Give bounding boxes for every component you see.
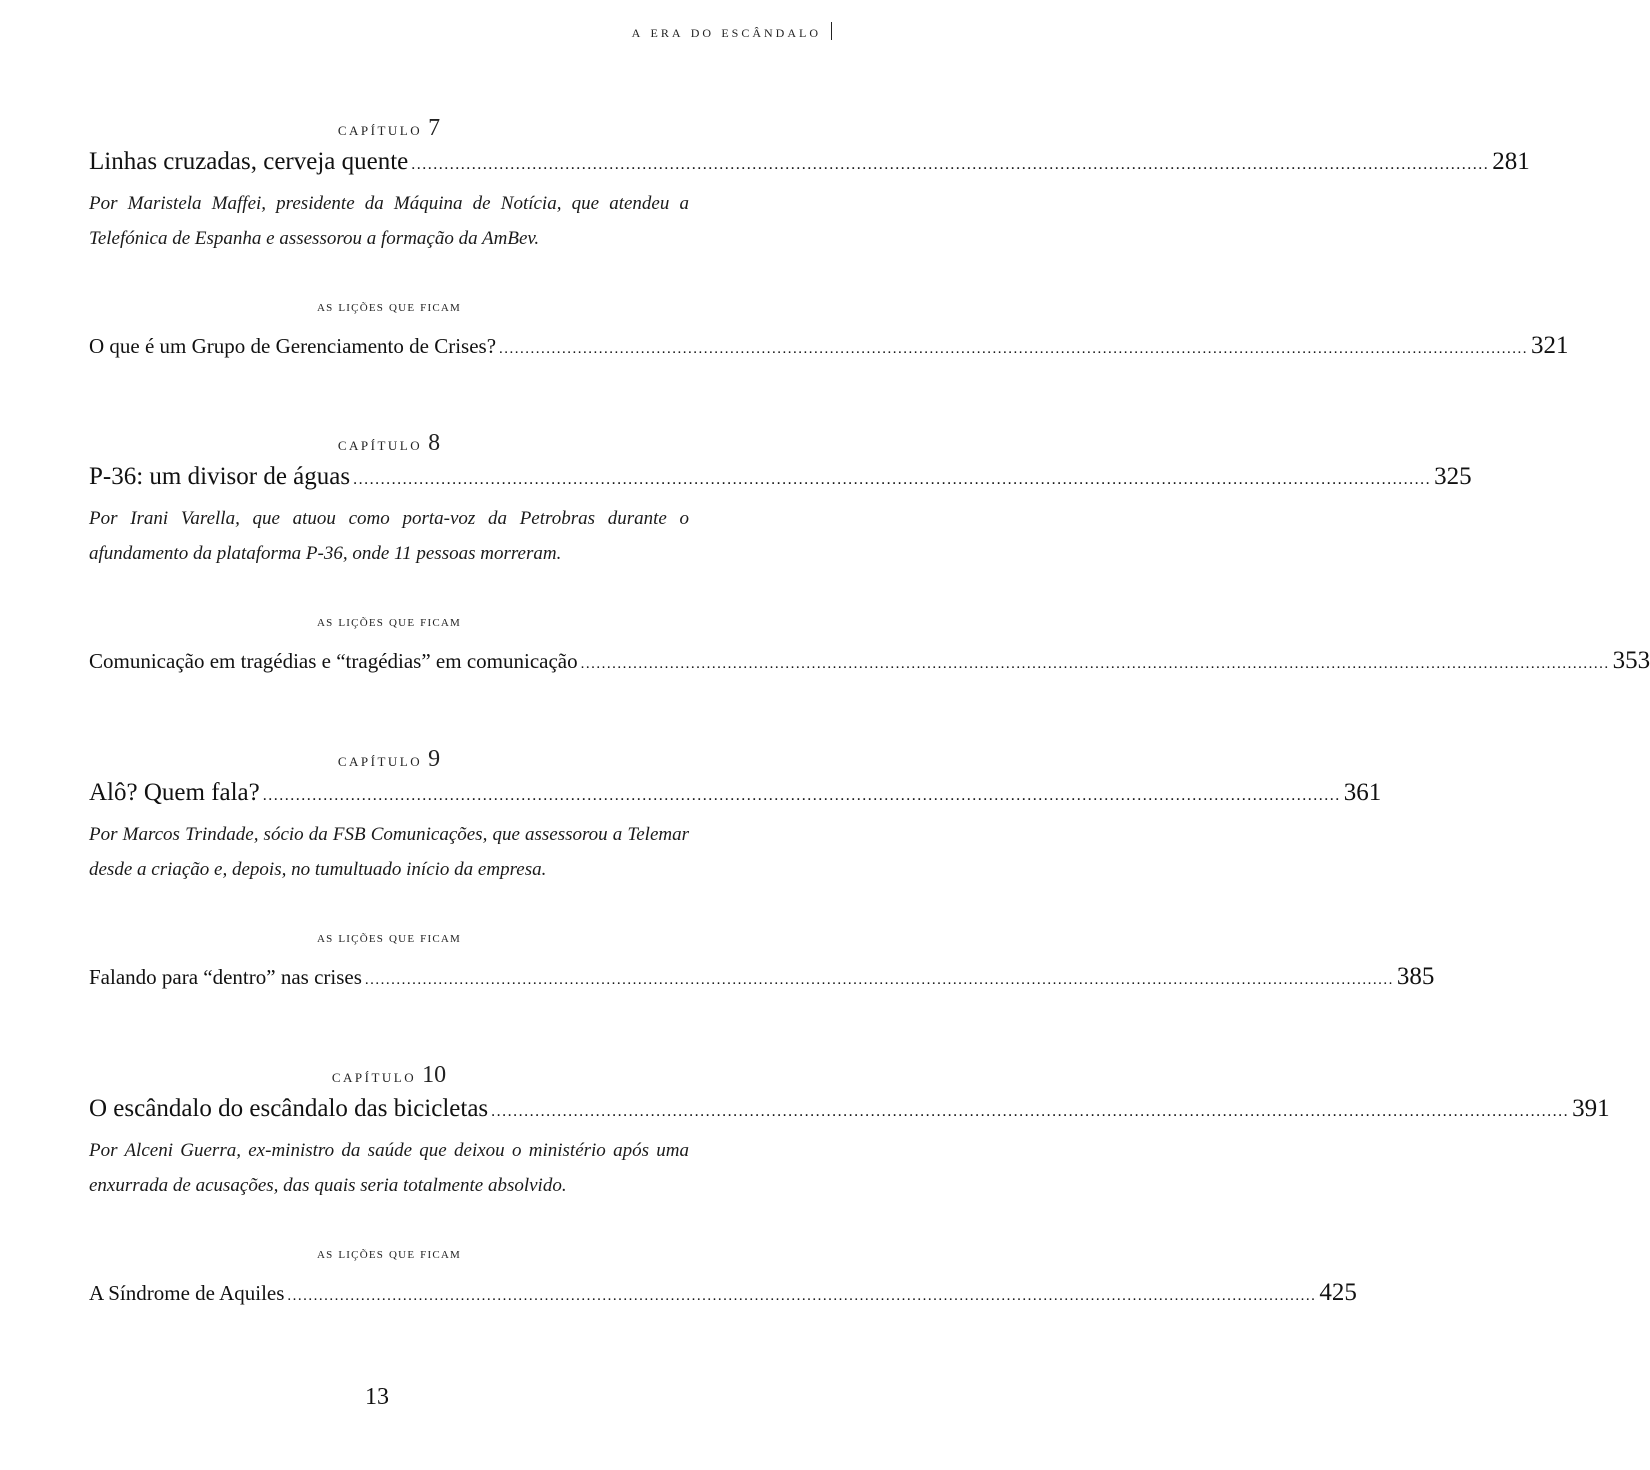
chapter-number: 8 — [428, 430, 441, 456]
chapter-title: Linhas cruzadas, cerveja quente — [89, 148, 409, 175]
chapter-label-text: capítulo — [337, 119, 423, 139]
lesson-title: O que é um Grupo de Gerenciamento de Crises? — [89, 334, 497, 358]
lesson-page: 353 — [1612, 647, 1650, 674]
chapter-9-entry — [89, 742, 1435, 997]
lessons-label: as lições que ficam — [316, 614, 462, 630]
chapter-title: O escândalo do escândalo das bicicletas — [89, 1095, 489, 1122]
chapter-label-text: capítulo — [331, 1066, 417, 1086]
header-divider — [831, 22, 832, 40]
chapter-description: Por Alceni Guerra, ex-ministro da saúde que deixou o ministério após uma enxurrada de acusações, das quais seria totalmente absolvido. — [89, 1140, 689, 1196]
chapter-label-text: capítulo — [337, 750, 423, 770]
chapter-number: 9 — [428, 746, 441, 772]
running-header — [632, 22, 832, 42]
leader-dots: .................................................................................................................................................................................................... — [262, 787, 1341, 804]
toc-entry-chapter-7[interactable] — [89, 145, 1530, 182]
chapter-7-entry — [89, 111, 1569, 366]
chapter-number: 7 — [428, 115, 441, 141]
running-title: a era do escândalo — [631, 22, 821, 41]
chapter-page: 361 — [1343, 779, 1382, 806]
chapter-page: 281 — [1492, 148, 1530, 175]
page-number: 13 — [365, 1384, 389, 1410]
chapter-page: 325 — [1434, 463, 1472, 490]
lesson-page: 425 — [1319, 1279, 1357, 1306]
toc-entry-lesson-9[interactable] — [89, 960, 1435, 997]
toc-entry-chapter-8[interactable] — [89, 460, 1472, 497]
chapter-title: P-36: um divisor de águas — [89, 463, 351, 490]
lessons-label: as lições que ficam — [316, 299, 462, 315]
chapter-8-entry — [89, 426, 1650, 681]
chapter-title: Alô? Quem fala? — [89, 779, 260, 806]
toc-entry-chapter-9[interactable] — [89, 776, 1382, 813]
chapter-label — [89, 1058, 689, 1092]
chapter-number: 10 — [422, 1062, 447, 1088]
leader-dots: .................................................................................................................................................................................................... — [353, 471, 1432, 488]
lesson-page: 385 — [1396, 963, 1435, 990]
leader-dots: .................................................................................................................................................................................................... — [499, 341, 1529, 357]
lessons-label: as lições que ficam — [316, 1246, 462, 1262]
chapter-label — [89, 111, 689, 145]
leader-dots: .................................................................................................................................................................................................... — [364, 972, 1394, 988]
chapter-description: Por Maristela Maffei, presidente da Máquina de Notícia, que atendeu a Telefónica de Espanha e assessorou a formação da AmBev. — [89, 193, 689, 249]
chapter-page: 391 — [1572, 1095, 1610, 1122]
lessons-label: as lições que ficam — [316, 930, 462, 946]
lesson-title: A Síndrome de Aquiles — [89, 1281, 285, 1305]
chapter-10-entry — [89, 1058, 1610, 1313]
lesson-page: 321 — [1531, 332, 1569, 359]
chapter-label — [89, 742, 689, 776]
toc-entry-chapter-10[interactable] — [89, 1092, 1610, 1129]
lesson-title: Comunicação em tragédias e “tragédias” em comunicação — [89, 649, 578, 673]
chapter-description: Por Irani Varella, que atuou como porta-voz da Petrobras durante o afundamento da plataforma P-36, onde 11 pessoas morreram. — [89, 508, 689, 564]
toc-entry-lesson-8[interactable] — [89, 644, 1650, 681]
leader-dots: .................................................................................................................................................................................................... — [287, 1288, 1317, 1304]
leader-dots: .................................................................................................................................................................................................... — [491, 1103, 1570, 1120]
chapter-label — [89, 426, 689, 460]
chapter-label-text: capítulo — [337, 434, 423, 454]
leader-dots: .................................................................................................................................................................................................... — [580, 656, 1610, 672]
toc-entry-lesson-10[interactable] — [89, 1276, 1357, 1313]
leader-dots: .................................................................................................................................................................................................... — [411, 156, 1490, 173]
toc-entry-lesson-7[interactable] — [89, 329, 1569, 366]
lesson-title: Falando para “dentro” nas crises — [89, 965, 362, 989]
chapter-description: Por Marcos Trindade, sócio da FSB Comunicações, que assessorou a Telemar desde a criação e, depois, no tumultuado início da empresa. — [89, 824, 689, 880]
